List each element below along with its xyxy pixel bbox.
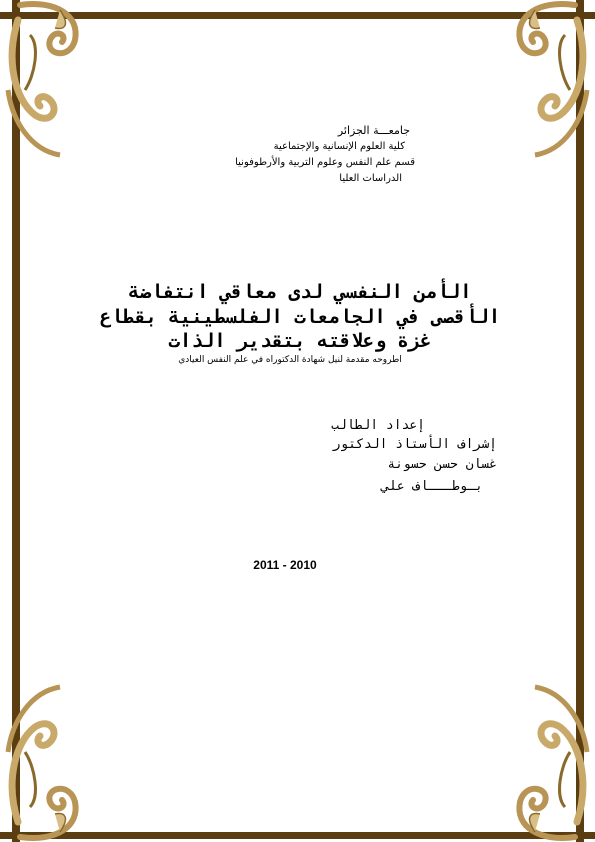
university-name: جامعـــة الجزائر (337, 124, 410, 137)
thesis-title-line-1: الأمن النفسي لدى معاقي انتفاضة (128, 281, 472, 303)
thesis-subtitle: اطروحه مقدمة لنيل شهادة الدكتوراه في علم النفس العيادي (178, 355, 402, 365)
department-name: قسم علم النفس وعلوم التربية والأرطوفونيا (235, 157, 415, 168)
student-name: غسان حسن حسونة (387, 457, 497, 472)
corner-ornament-bottom-left (0, 682, 95, 842)
graduate-studies-label: الدراسات العليا (339, 173, 402, 184)
supervisor-name: بـوطـــاف علي (381, 479, 483, 494)
supervised-by-label: إشراف الأستاذ الدكتور (332, 437, 497, 452)
corner-ornament-bottom-right (500, 682, 595, 842)
corner-ornament-top-left (0, 0, 95, 160)
academic-year: 2011 - 2010 (253, 558, 317, 572)
corner-ornament-top-right (500, 0, 595, 160)
thesis-title-line-2: الأقصى في الجامعات الفلسطينية بقطاع (99, 306, 501, 328)
thesis-title-line-3: غزة وعلاقته بتقدير الذات (168, 330, 432, 352)
prepared-by-label: إعداد الطالب (331, 418, 425, 433)
faculty-name: كلية العلوم الإنسانية والإجتماعية (273, 141, 405, 152)
